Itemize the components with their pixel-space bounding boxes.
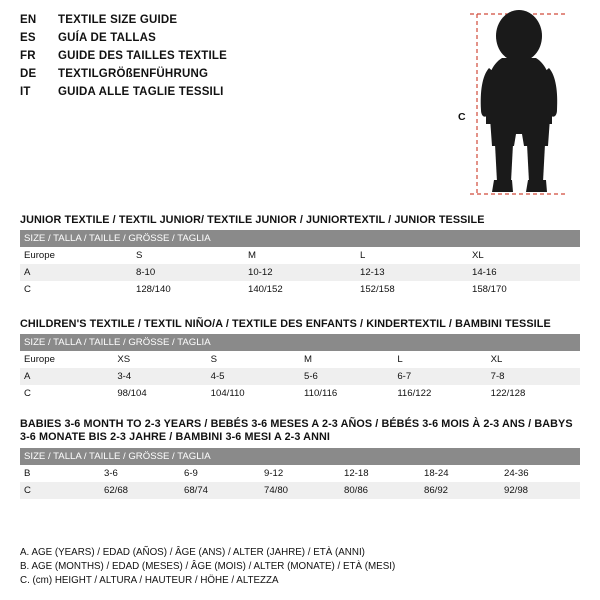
table-row (20, 351, 580, 368)
table-row (20, 482, 580, 499)
language-row (20, 50, 440, 68)
cell: 98/104 (113, 385, 206, 402)
table-row (20, 247, 580, 264)
table-row (20, 281, 580, 298)
table-header-label: SIZE / TALLA / TAILLE / GRÖSSE / TAGLIA (20, 230, 580, 247)
cell: 10-12 (244, 264, 356, 281)
cell: 128/140 (132, 281, 244, 298)
language-title: GUIDA ALLE TAGLIE TESSILI (58, 86, 224, 98)
cell: 5-6 (300, 368, 393, 385)
legend-note: A. AGE (YEARS) / EDAD (AÑOS) / ÂGE (ANS) / ALTER (JAHRE) / ETÀ (ANNI) (20, 547, 365, 558)
legend-notes (20, 546, 580, 588)
cell: 7-8 (487, 368, 580, 385)
language-title-block (20, 14, 440, 104)
section-title: CHILDREN'S TEXTILE / TEXTIL NIÑO/A / TEXTILE DES ENFANTS / KINDERTEXTIL / BAMBINI TESSILE (20, 318, 551, 330)
language-code: ES (20, 32, 36, 44)
cell: 3-4 (113, 368, 206, 385)
language-row (20, 32, 440, 50)
language-code: EN (20, 14, 37, 26)
cell: A (20, 264, 132, 281)
cell: 14-16 (468, 264, 580, 281)
child-silhouette-figure (440, 6, 590, 201)
cell: B (20, 465, 100, 482)
table-header-row (20, 448, 580, 465)
table-header-row (20, 334, 580, 351)
cell: Europe (20, 247, 132, 264)
language-row (20, 14, 440, 32)
cell: 122/128 (487, 385, 580, 402)
cell: 62/68 (100, 482, 180, 499)
section-title: JUNIOR TEXTILE / TEXTIL JUNIOR/ TEXTILE JUNIOR / JUNIORTEXTIL / JUNIOR TESSILE (20, 214, 485, 226)
table-header-label: SIZE / TALLA / TAILLE / GRÖSSE / TAGLIA (20, 448, 580, 465)
table-row (20, 385, 580, 402)
cell: 6-7 (393, 368, 486, 385)
junior-size-table (20, 230, 580, 298)
cell: L (356, 247, 468, 264)
table-row (20, 465, 580, 482)
cell: M (300, 351, 393, 368)
table-header-row (20, 230, 580, 247)
language-title: TEXTILE SIZE GUIDE (58, 14, 178, 26)
cell: Europe (20, 351, 113, 368)
language-code: DE (20, 68, 37, 80)
cell: 140/152 (244, 281, 356, 298)
cell: L (393, 351, 486, 368)
cell: 6-9 (180, 465, 260, 482)
language-row (20, 86, 440, 104)
cell: 158/170 (468, 281, 580, 298)
language-code: FR (20, 50, 36, 62)
babies-size-table (20, 448, 580, 499)
cell: XL (487, 351, 580, 368)
cell: S (132, 247, 244, 264)
cell: 92/98 (500, 482, 580, 499)
height-measure-label: C (458, 111, 466, 123)
cell: 18-24 (420, 465, 500, 482)
cell: XL (468, 247, 580, 264)
section-junior (20, 214, 580, 298)
cell: 152/158 (356, 281, 468, 298)
cell: 9-12 (260, 465, 340, 482)
legend-note: B. AGE (MONTHS) / EDAD (MESES) / ÂGE (MOIS) / ALTER (MONATE) / ETÀ (MESI) (20, 561, 396, 572)
cell: 116/122 (393, 385, 486, 402)
cell: 104/110 (207, 385, 300, 402)
cell: 86/92 (420, 482, 500, 499)
cell: 110/116 (300, 385, 393, 402)
cell: 24-36 (500, 465, 580, 482)
section-title: BABIES 3-6 MONTH TO 2-3 YEARS / BEBÉS 3-6 MESES A 2-3 AÑOS / BÉBÉS 3-6 MOIS À 2-3 ANS / BABYS 3-6 MONATE BIS 2-3 JAHRE / BAMBINI 3-6 MESI A 2-3 ANNI (20, 418, 573, 443)
table-header-label: SIZE / TALLA / TAILLE / GRÖSSE / TAGLIA (20, 334, 580, 351)
cell: 68/74 (180, 482, 260, 499)
child-figure-icon (440, 6, 590, 201)
table-row (20, 368, 580, 385)
children-size-table (20, 334, 580, 402)
cell: 74/80 (260, 482, 340, 499)
cell: A (20, 368, 113, 385)
cell: M (244, 247, 356, 264)
cell: 12-13 (356, 264, 468, 281)
cell: S (207, 351, 300, 368)
section-babies (20, 418, 580, 499)
cell: C (20, 385, 113, 402)
cell: XS (113, 351, 206, 368)
language-row (20, 68, 440, 86)
cell: C (20, 482, 100, 499)
language-code: IT (20, 86, 31, 98)
legend-note: C. (cm) HEIGHT / ALTURA / HAUTEUR / HÖHE / ALTEZZA (20, 575, 279, 586)
language-title: GUÍA DE TALLAS (58, 32, 156, 44)
table-row (20, 264, 580, 281)
cell: 12-18 (340, 465, 420, 482)
cell: 3-6 (100, 465, 180, 482)
language-title: GUIDE DES TAILLES TEXTILE (58, 50, 227, 62)
language-title: TEXTILGRÖßENFÜHRUNG (58, 68, 209, 80)
cell: 8-10 (132, 264, 244, 281)
cell: 4-5 (207, 368, 300, 385)
section-children (20, 318, 580, 402)
cell: 80/86 (340, 482, 420, 499)
cell: C (20, 281, 132, 298)
